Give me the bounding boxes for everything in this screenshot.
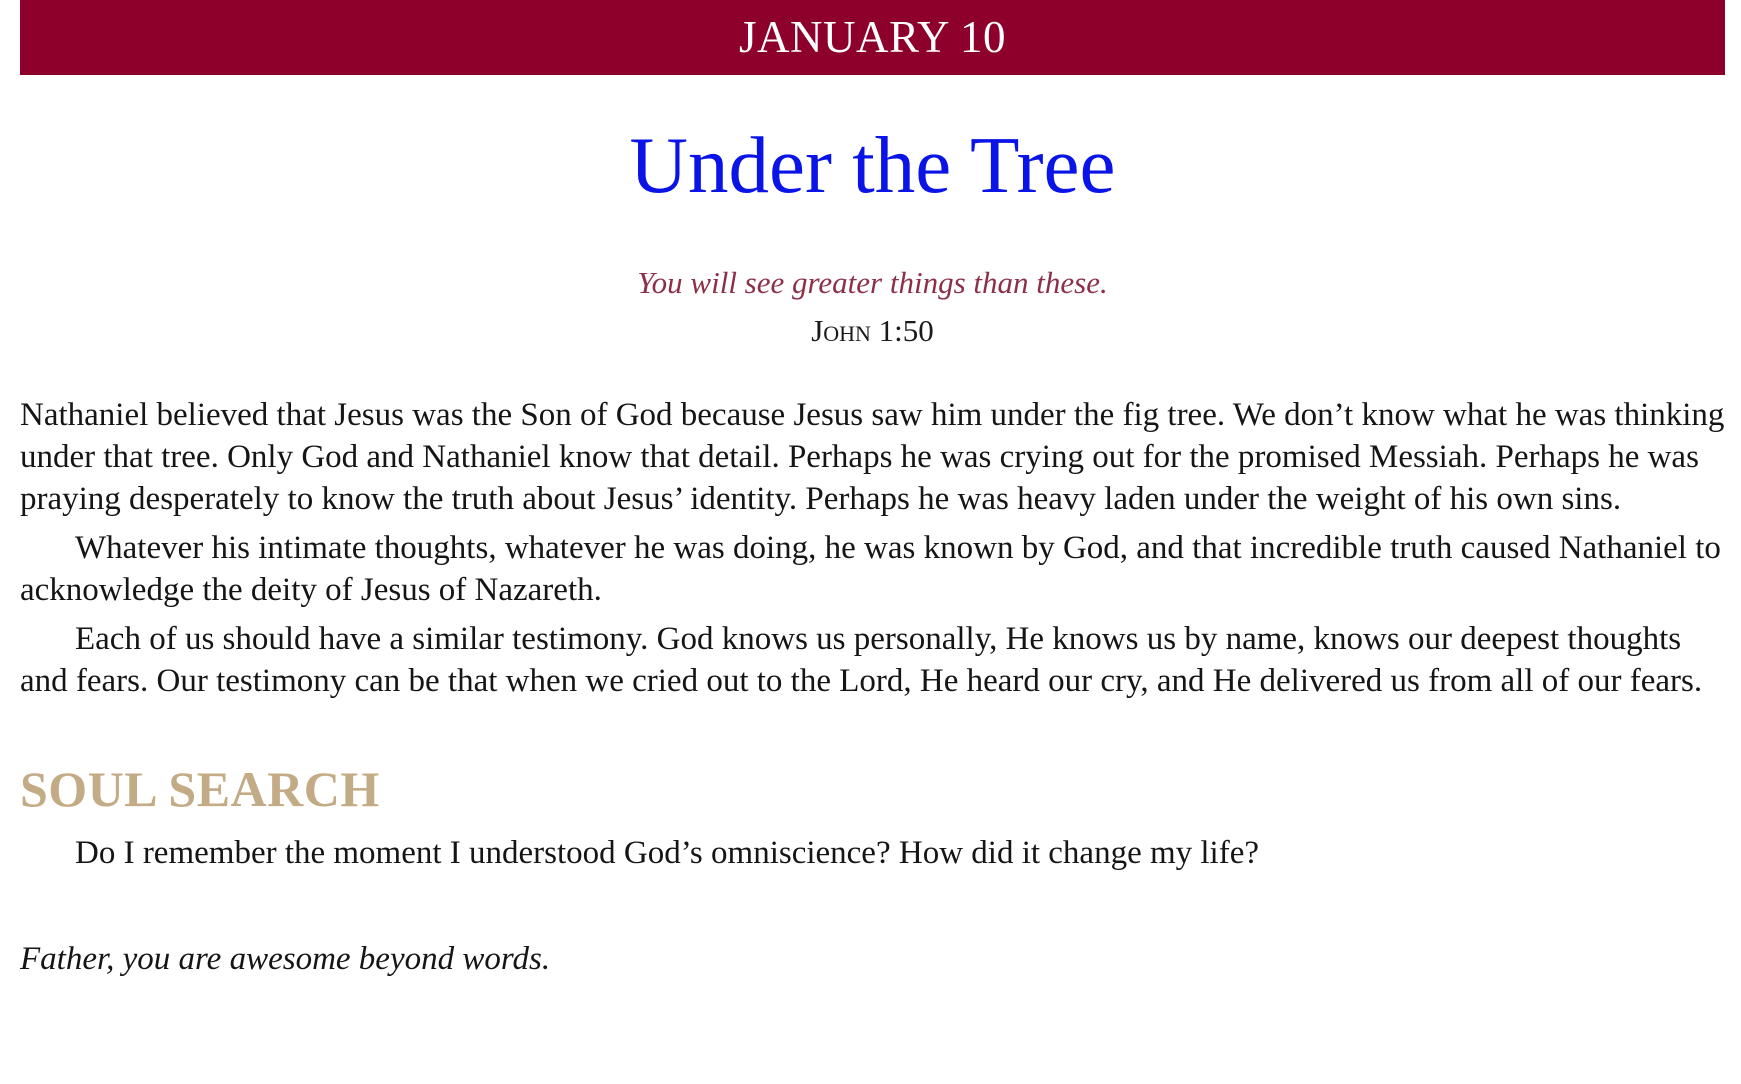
- soul-search-heading: SOUL SEARCH: [20, 761, 380, 817]
- scripture-verse: You will see greater things than these.: [637, 265, 1108, 300]
- body-paragraph: Whatever his intimate thoughts, whatever he was doing, he was known by God, and that incredible truth caused Nathaniel to acknowledge the deity of Jesus of Nazareth.: [20, 530, 1721, 608]
- closing-prayer: Father, you are awesome beyond words.: [20, 941, 551, 977]
- scripture-reference: John 1:50: [811, 313, 934, 348]
- devotion-body: [20, 394, 1725, 702]
- devotional-page: [20, 0, 1725, 980]
- devotion-title: Under the Tree: [629, 120, 1116, 210]
- date-banner: [20, 0, 1725, 75]
- body-paragraph: Each of us should have a similar testimony. God knows us personally, He knows us by name, knows our deepest thoughts and fears. Our testimony can be that when we cried out to the Lord, He heard our cry, and He delivered us from all of our fears.: [20, 621, 1703, 699]
- soul-search-question: Do I remember the moment I understood God’s omniscience? How did it change my life?: [75, 835, 1260, 871]
- body-paragraph: Nathaniel believed that Jesus was the Son of God because Jesus saw him under the fig tree. We don’t know what he was thinking under that tree. Only God and Nathaniel know that detail. Perhaps he was crying out for the promised Messiah. Perhaps he was praying desperately to know the truth about Jesus’ identity. Perhaps he was heavy laden under the weight of his own sins.: [20, 397, 1725, 517]
- date-label: JANUARY 10: [738, 12, 1007, 62]
